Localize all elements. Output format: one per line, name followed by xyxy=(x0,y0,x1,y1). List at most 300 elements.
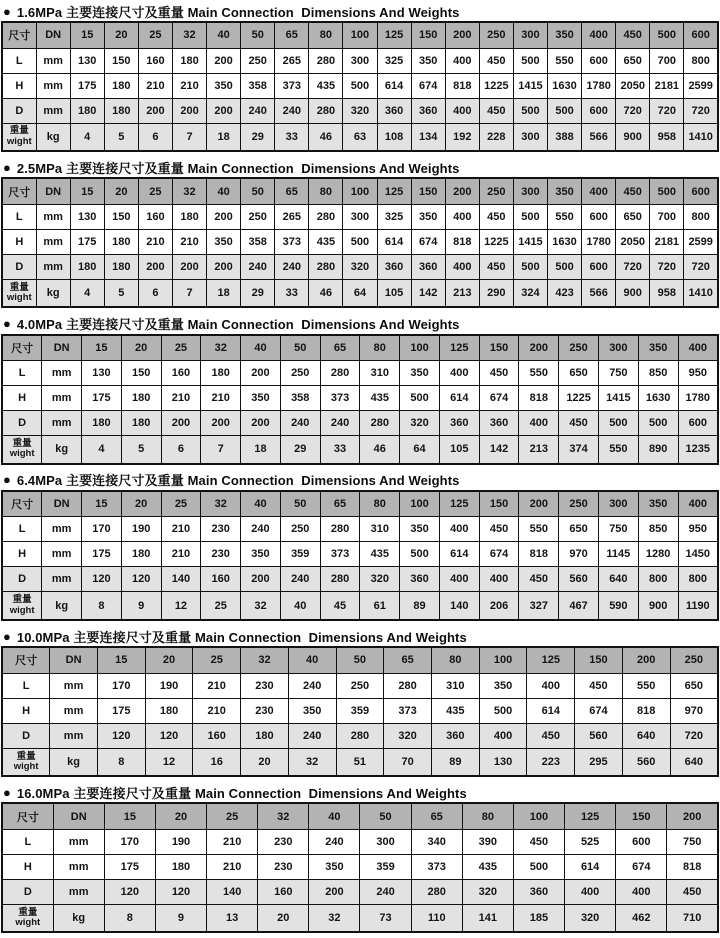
value-cell: 175 xyxy=(70,229,104,254)
dn-value-cell: 300 xyxy=(513,22,547,48)
dn-value-cell: 100 xyxy=(400,491,440,517)
value-cell: 210 xyxy=(207,829,258,854)
value-cell: 240 xyxy=(288,673,336,698)
value-cell: 300 xyxy=(343,204,377,229)
value-cell: 400 xyxy=(439,567,479,592)
value-cell: 9 xyxy=(155,904,206,932)
value-cell: 340 xyxy=(411,829,462,854)
value-cell: 150 xyxy=(104,204,138,229)
value-cell: 120 xyxy=(145,723,193,748)
value-cell: 160 xyxy=(201,567,241,592)
dn-value-cell: 15 xyxy=(70,22,104,48)
value-cell: 450 xyxy=(479,361,519,386)
value-cell: 210 xyxy=(172,229,206,254)
value-cell: 160 xyxy=(138,48,172,73)
value-cell: 32 xyxy=(309,904,360,932)
value-cell: 400 xyxy=(519,411,559,436)
row-label-cell: H xyxy=(2,854,53,879)
dn-value-cell: 400 xyxy=(582,178,616,204)
value-cell: 720 xyxy=(684,98,718,123)
value-cell: 450 xyxy=(575,673,623,698)
value-cell: 180 xyxy=(82,411,122,436)
value-cell: 150 xyxy=(121,361,161,386)
value-cell: 140 xyxy=(161,567,201,592)
dn-value-cell: 25 xyxy=(161,335,201,361)
value-cell: 64 xyxy=(400,436,440,464)
bullet-icon: ● xyxy=(3,3,11,19)
dn-value-cell: 50 xyxy=(280,335,320,361)
value-cell: 1415 xyxy=(598,386,638,411)
weight-label-cell xyxy=(2,748,50,776)
value-cell: 400 xyxy=(616,879,667,904)
value-cell: 360 xyxy=(479,411,519,436)
dn-value-cell: 65 xyxy=(275,178,309,204)
dn-value-cell: 450 xyxy=(616,22,650,48)
dn-value-cell: 100 xyxy=(400,335,440,361)
row-label-cell: H xyxy=(2,229,36,254)
value-cell: 500 xyxy=(598,411,638,436)
value-cell: 280 xyxy=(320,361,360,386)
value-cell: 550 xyxy=(519,517,559,542)
value-cell: 73 xyxy=(360,904,411,932)
value-cell: 230 xyxy=(258,829,309,854)
value-cell: 700 xyxy=(650,204,684,229)
value-cell: 300 xyxy=(343,48,377,73)
section-title-zh: 主要连接尺寸及重量 xyxy=(65,317,184,333)
dn-value-cell: 50 xyxy=(280,491,320,517)
dn-value-cell: 400 xyxy=(582,22,616,48)
value-cell: 4 xyxy=(70,123,104,151)
value-cell: 435 xyxy=(360,386,400,411)
dn-value-cell: 300 xyxy=(598,491,638,517)
dn-value-cell: 25 xyxy=(193,647,241,673)
value-cell: 120 xyxy=(121,567,161,592)
dn-value-cell: 150 xyxy=(616,803,667,829)
value-cell: 120 xyxy=(82,567,122,592)
dn-value-cell: 125 xyxy=(565,803,616,829)
section-title xyxy=(1,314,719,334)
dn-value-cell: 20 xyxy=(121,335,161,361)
section-title-en: Main Connection Dimensions And Weights xyxy=(187,473,460,489)
value-cell: 450 xyxy=(479,48,513,73)
value-cell: 1410 xyxy=(684,279,718,307)
value-cell: 350 xyxy=(309,854,360,879)
dn-value-cell: 200 xyxy=(519,335,559,361)
value-cell: 400 xyxy=(439,517,479,542)
value-cell: 175 xyxy=(104,854,155,879)
value-cell: 2599 xyxy=(684,229,718,254)
dn-value-cell: 32 xyxy=(201,335,241,361)
value-cell: 350 xyxy=(241,542,281,567)
dn-value-cell: 40 xyxy=(309,803,360,829)
value-cell: 327 xyxy=(519,592,559,620)
unit-cell: mm xyxy=(36,204,70,229)
value-cell: 192 xyxy=(445,123,479,151)
value-cell: 240 xyxy=(320,411,360,436)
pressure-section xyxy=(0,781,720,937)
value-cell: 175 xyxy=(82,386,122,411)
value-cell: 350 xyxy=(400,361,440,386)
value-cell: 105 xyxy=(439,436,479,464)
dn-value-cell: 400 xyxy=(678,491,718,517)
unit-cell: mm xyxy=(50,723,98,748)
unit-cell: mm xyxy=(36,73,70,98)
value-cell: 18 xyxy=(241,436,281,464)
value-cell: 6 xyxy=(161,436,201,464)
dn-value-cell: 150 xyxy=(479,335,519,361)
pressure-section xyxy=(0,313,720,469)
pressure-label: 4.0MPa xyxy=(16,317,63,333)
value-cell: 970 xyxy=(670,698,718,723)
value-cell: 32 xyxy=(288,748,336,776)
value-cell: 180 xyxy=(155,854,206,879)
value-cell: 1280 xyxy=(638,542,678,567)
value-cell: 45 xyxy=(320,592,360,620)
value-cell: 614 xyxy=(439,386,479,411)
value-cell: 6 xyxy=(138,123,172,151)
bullet-icon: ● xyxy=(3,472,11,488)
pressure-label: 1.6MPa xyxy=(16,4,63,20)
value-cell: 190 xyxy=(155,829,206,854)
value-cell: 800 xyxy=(638,567,678,592)
dn-value-cell: 40 xyxy=(241,491,281,517)
value-cell: 250 xyxy=(280,517,320,542)
unit-cell: mm xyxy=(36,48,70,73)
value-cell: 890 xyxy=(638,436,678,464)
section-title-zh: 主要连接尺寸及重量 xyxy=(65,473,184,489)
value-cell: 250 xyxy=(336,673,384,698)
dn-value-cell: 20 xyxy=(104,178,138,204)
dn-value-cell: 600 xyxy=(684,22,718,48)
value-cell: 280 xyxy=(384,673,432,698)
value-cell: 800 xyxy=(684,48,718,73)
value-cell: 29 xyxy=(241,279,275,307)
row-label-cell: L xyxy=(2,673,50,698)
value-cell: 700 xyxy=(650,48,684,73)
value-cell: 614 xyxy=(377,73,411,98)
value-cell: 500 xyxy=(548,98,582,123)
value-cell: 4 xyxy=(70,279,104,307)
value-cell: 525 xyxy=(565,829,616,854)
value-cell: 818 xyxy=(445,229,479,254)
value-cell: 2050 xyxy=(616,73,650,98)
value-cell: 170 xyxy=(104,829,155,854)
value-cell: 16 xyxy=(193,748,241,776)
value-cell: 210 xyxy=(172,73,206,98)
section-title xyxy=(1,157,719,177)
value-cell: 295 xyxy=(575,748,623,776)
dn-value-cell: 20 xyxy=(155,803,206,829)
value-cell: 818 xyxy=(519,542,559,567)
value-cell: 550 xyxy=(622,673,670,698)
value-cell: 360 xyxy=(377,254,411,279)
value-cell: 550 xyxy=(548,48,582,73)
value-cell: 360 xyxy=(411,98,445,123)
unit-cell: mm xyxy=(42,411,82,436)
value-cell: 720 xyxy=(684,254,718,279)
value-cell: 650 xyxy=(559,361,599,386)
value-cell: 435 xyxy=(360,542,400,567)
value-cell: 142 xyxy=(479,436,519,464)
value-cell: 280 xyxy=(336,723,384,748)
dn-value-cell: 25 xyxy=(138,178,172,204)
value-cell: 450 xyxy=(479,98,513,123)
value-cell: 200 xyxy=(138,254,172,279)
value-cell: 1630 xyxy=(638,386,678,411)
unit-cell: mm xyxy=(36,229,70,254)
value-cell: 350 xyxy=(411,204,445,229)
pressure-label: 16.0MPa xyxy=(16,785,70,801)
dn-value-cell: 125 xyxy=(439,491,479,517)
value-cell: 373 xyxy=(320,386,360,411)
weight-label-en: wight xyxy=(13,760,39,772)
dn-value-cell: 450 xyxy=(616,178,650,204)
unit-cell: kg xyxy=(53,904,104,932)
value-cell: 1225 xyxy=(479,73,513,98)
value-cell: 280 xyxy=(309,98,343,123)
value-cell: 240 xyxy=(241,98,275,123)
value-cell: 210 xyxy=(193,698,241,723)
value-cell: 450 xyxy=(667,879,718,904)
value-cell: 25 xyxy=(201,592,241,620)
value-cell: 210 xyxy=(161,386,201,411)
value-cell: 32 xyxy=(241,592,281,620)
value-cell: 500 xyxy=(400,386,440,411)
value-cell: 650 xyxy=(559,517,599,542)
weight-label-cell xyxy=(2,592,42,620)
dn-value-cell: 150 xyxy=(411,22,445,48)
value-cell: 358 xyxy=(241,229,275,254)
value-cell: 600 xyxy=(582,48,616,73)
row-label-cell: H xyxy=(2,386,42,411)
dn-header-cell: DN xyxy=(42,335,82,361)
dn-header-cell: DN xyxy=(53,803,104,829)
value-cell: 818 xyxy=(519,386,559,411)
value-cell: 51 xyxy=(336,748,384,776)
value-cell: 108 xyxy=(377,123,411,151)
value-cell: 614 xyxy=(565,854,616,879)
value-cell: 900 xyxy=(638,592,678,620)
value-cell: 7 xyxy=(201,436,241,464)
row-label-cell: D xyxy=(2,567,42,592)
value-cell: 180 xyxy=(201,361,241,386)
dn-value-cell: 80 xyxy=(309,22,343,48)
dn-value-cell: 32 xyxy=(201,491,241,517)
value-cell: 200 xyxy=(138,98,172,123)
dimensions-table xyxy=(1,490,719,621)
value-cell: 1450 xyxy=(678,542,718,567)
section-title-text xyxy=(17,470,460,489)
section-title-text xyxy=(17,314,460,333)
dn-value-cell: 50 xyxy=(241,22,275,48)
value-cell: 180 xyxy=(104,254,138,279)
value-cell: 320 xyxy=(360,567,400,592)
value-cell: 5 xyxy=(104,279,138,307)
weight-label-en: wight xyxy=(9,448,35,460)
value-cell: 20 xyxy=(258,904,309,932)
value-cell: 8 xyxy=(97,748,145,776)
value-cell: 150 xyxy=(104,48,138,73)
value-cell: 320 xyxy=(343,98,377,123)
dn-value-cell: 125 xyxy=(439,335,479,361)
weight-label-zh: 重量 xyxy=(12,437,32,449)
section-title-en: Main Connection Dimensions And Weights xyxy=(187,317,460,333)
value-cell: 180 xyxy=(121,542,161,567)
value-cell: 359 xyxy=(280,542,320,567)
value-cell: 13 xyxy=(207,904,258,932)
value-cell: 550 xyxy=(519,361,559,386)
value-cell: 230 xyxy=(241,673,289,698)
value-cell: 230 xyxy=(241,698,289,723)
dn-value-cell: 250 xyxy=(670,647,718,673)
value-cell: 958 xyxy=(650,123,684,151)
value-cell: 350 xyxy=(207,73,241,98)
value-cell: 140 xyxy=(207,879,258,904)
section-title xyxy=(1,782,719,802)
value-cell: 373 xyxy=(411,854,462,879)
value-cell: 280 xyxy=(360,411,400,436)
value-cell: 640 xyxy=(622,723,670,748)
dn-value-cell: 125 xyxy=(377,22,411,48)
value-cell: 462 xyxy=(616,904,667,932)
dimensions-table xyxy=(1,177,719,308)
row-label-cell: D xyxy=(2,411,42,436)
value-cell: 350 xyxy=(241,386,281,411)
value-cell: 360 xyxy=(431,723,479,748)
value-cell: 500 xyxy=(513,98,547,123)
dn-value-cell: 200 xyxy=(667,803,718,829)
value-cell: 180 xyxy=(172,204,206,229)
row-label-cell: H xyxy=(2,698,50,723)
value-cell: 120 xyxy=(104,879,155,904)
value-cell: 200 xyxy=(172,254,206,279)
section-title-text xyxy=(17,2,460,21)
value-cell: 130 xyxy=(70,48,104,73)
dn-value-cell: 80 xyxy=(360,335,400,361)
unit-cell: mm xyxy=(50,698,98,723)
dn-value-cell: 25 xyxy=(207,803,258,829)
dimensions-table xyxy=(1,21,719,152)
value-cell: 190 xyxy=(145,673,193,698)
section-title xyxy=(1,470,719,490)
value-cell: 373 xyxy=(275,229,309,254)
row-label-cell: H xyxy=(2,542,42,567)
value-cell: 590 xyxy=(598,592,638,620)
value-cell: 500 xyxy=(513,48,547,73)
value-cell: 320 xyxy=(462,879,513,904)
value-cell: 200 xyxy=(309,879,360,904)
value-cell: 850 xyxy=(638,361,678,386)
dn-value-cell: 300 xyxy=(513,178,547,204)
value-cell: 560 xyxy=(559,567,599,592)
unit-cell: mm xyxy=(42,361,82,386)
value-cell: 900 xyxy=(616,279,650,307)
value-cell: 360 xyxy=(439,411,479,436)
value-cell: 674 xyxy=(575,698,623,723)
dn-value-cell: 65 xyxy=(320,335,360,361)
value-cell: 250 xyxy=(241,48,275,73)
section-title-zh: 主要连接尺寸及重量 xyxy=(65,4,184,20)
value-cell: 223 xyxy=(527,748,575,776)
value-cell: 6 xyxy=(138,279,172,307)
value-cell: 210 xyxy=(201,386,241,411)
weight-label-zh: 重量 xyxy=(18,906,38,918)
value-cell: 61 xyxy=(360,592,400,620)
dn-value-cell: 25 xyxy=(138,22,172,48)
value-cell: 360 xyxy=(411,254,445,279)
value-cell: 674 xyxy=(616,854,667,879)
dn-value-cell: 250 xyxy=(559,335,599,361)
value-cell: 180 xyxy=(121,411,161,436)
unit-cell: mm xyxy=(36,254,70,279)
section-title-en: Main Connection Dimensions And Weights xyxy=(187,4,460,20)
value-cell: 360 xyxy=(400,567,440,592)
value-cell: 180 xyxy=(241,723,289,748)
weight-label-en: wight xyxy=(9,604,35,616)
dn-value-cell: 150 xyxy=(411,178,445,204)
dn-value-cell: 80 xyxy=(360,491,400,517)
value-cell: 200 xyxy=(207,204,241,229)
dn-value-cell: 150 xyxy=(479,491,519,517)
value-cell: 720 xyxy=(650,98,684,123)
dn-value-cell: 32 xyxy=(172,178,206,204)
value-cell: 614 xyxy=(377,229,411,254)
value-cell: 160 xyxy=(258,879,309,904)
dn-value-cell: 32 xyxy=(172,22,206,48)
dn-value-cell: 100 xyxy=(343,178,377,204)
value-cell: 320 xyxy=(400,411,440,436)
dn-value-cell: 400 xyxy=(678,335,718,361)
value-cell: 89 xyxy=(400,592,440,620)
value-cell: 9 xyxy=(121,592,161,620)
value-cell: 400 xyxy=(445,254,479,279)
value-cell: 350 xyxy=(400,517,440,542)
value-cell: 1225 xyxy=(559,386,599,411)
dn-value-cell: 200 xyxy=(445,22,479,48)
bullet-icon: ● xyxy=(3,159,11,175)
value-cell: 63 xyxy=(343,123,377,151)
weight-label-zh: 重量 xyxy=(16,750,36,762)
value-cell: 1145 xyxy=(598,542,638,567)
dn-value-cell: 100 xyxy=(479,647,527,673)
unit-cell: kg xyxy=(42,592,82,620)
value-cell: 2181 xyxy=(650,73,684,98)
value-cell: 29 xyxy=(280,436,320,464)
value-cell: 674 xyxy=(411,229,445,254)
unit-cell: kg xyxy=(50,748,98,776)
value-cell: 310 xyxy=(360,517,400,542)
value-cell: 640 xyxy=(670,748,718,776)
value-cell: 320 xyxy=(384,723,432,748)
value-cell: 750 xyxy=(598,517,638,542)
value-cell: 390 xyxy=(462,829,513,854)
value-cell: 373 xyxy=(320,542,360,567)
value-cell: 359 xyxy=(336,698,384,723)
unit-cell: mm xyxy=(50,673,98,698)
value-cell: 240 xyxy=(275,254,309,279)
value-cell: 240 xyxy=(275,98,309,123)
value-cell: 130 xyxy=(479,748,527,776)
value-cell: 1415 xyxy=(513,73,547,98)
unit-cell: kg xyxy=(36,123,70,151)
pressure-section xyxy=(0,469,720,625)
value-cell: 180 xyxy=(121,386,161,411)
dn-value-cell: 50 xyxy=(241,178,275,204)
dn-value-cell: 32 xyxy=(258,803,309,829)
value-cell: 33 xyxy=(275,279,309,307)
value-cell: 674 xyxy=(479,542,519,567)
value-cell: 358 xyxy=(280,386,320,411)
